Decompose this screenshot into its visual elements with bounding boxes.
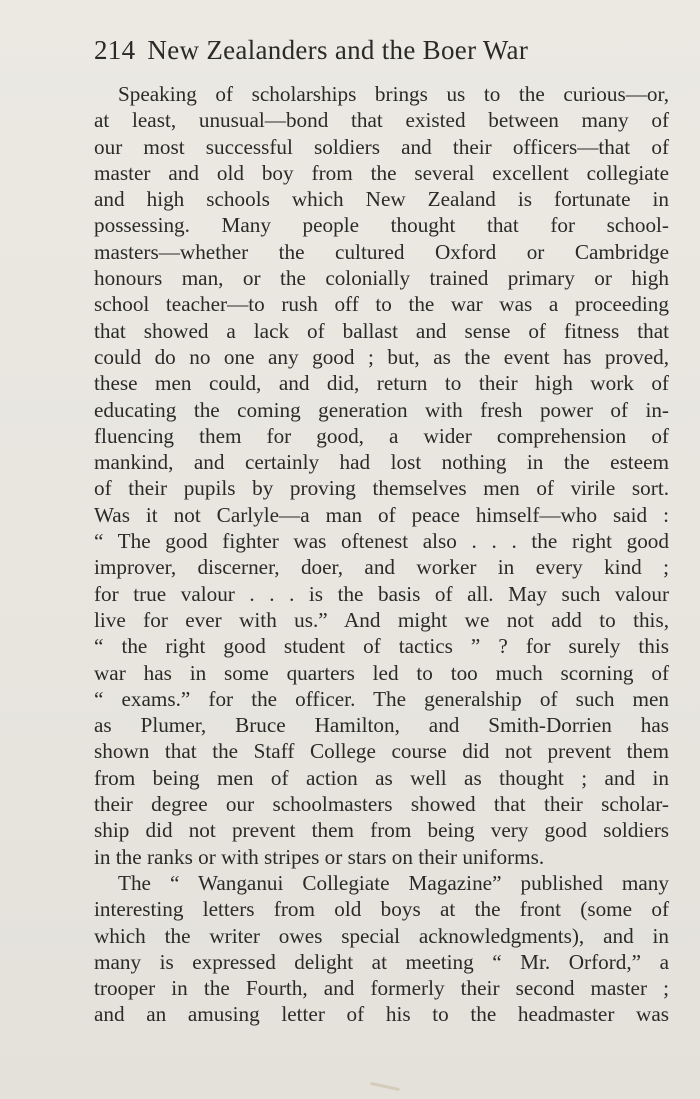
text-line: and an amusing letter of his to the headmaster was <box>94 1002 669 1027</box>
running-title: New Zealanders and the Boer War <box>147 35 529 65</box>
text-line: The “ Wanganui Collegiate Magazine” published many <box>118 870 669 895</box>
text-line: these men could, and did, return to their high work of <box>94 371 669 396</box>
text-line: our most successful soldiers and their officers—that of <box>94 134 669 159</box>
text-line: improver, discerner, doer, and worker in every kind ; <box>94 555 669 580</box>
text-line: shown that the Staff College course did not prevent them <box>94 739 669 764</box>
text-line: live for ever with us.” And might we not add to this, <box>94 607 669 632</box>
text-line: honours man, or the colonially trained primary or high <box>94 266 669 291</box>
text-line: for true valour . . . is the basis of all. May such valour <box>94 581 669 606</box>
text-line: of their pupils by proving themselves men of virile sort. <box>94 476 669 501</box>
text-line: war has in some quarters led to too much scorning of <box>94 660 669 685</box>
text-line: Was it not Carlyle—a man of peace himself—who said : <box>94 502 669 527</box>
text-line: masters—whether the cultured Oxford or Cambridge <box>94 239 669 264</box>
text-line: “ The good fighter was oftenest also . . . the right good <box>94 529 669 554</box>
text-line: which the writer owes special acknowledgments), and in <box>94 923 669 948</box>
text-line: trooper in the Fourth, and formerly their second master ; <box>94 976 669 1001</box>
text-line: “ the right good student of tactics ” ? for surely this <box>94 634 669 659</box>
text-line: in the ranks or with stripes or stars on their uniforms. <box>94 844 545 869</box>
text-line: many is expressed delight at meeting “ Mr. Orford,” a <box>94 949 669 974</box>
page-number: 214 <box>94 35 136 65</box>
text-line: school teacher—to rush off to the war was a proceeding <box>94 292 669 317</box>
text-line: could do no one any good ; but, as the event has proved, <box>94 344 669 369</box>
text-line: ship did not prevent them from being very good soldiers <box>94 818 669 843</box>
text-line: educating the coming generation with fresh power of in- <box>94 397 669 422</box>
text-line: master and old boy from the several excellent collegiate <box>94 160 669 185</box>
text-line: fluencing them for good, a wider comprehension of <box>94 423 669 448</box>
text-line: from being men of action as well as thought ; and in <box>94 765 669 790</box>
text-line: possessing. Many people thought that for school- <box>94 213 669 238</box>
text-line: interesting letters from old boys at the front (some of <box>94 897 669 922</box>
text-line: mankind, and certainly had lost nothing in the esteem <box>94 450 669 475</box>
text-line: and high schools which New Zealand is fortunate in <box>94 187 669 212</box>
text-line: “ exams.” for the officer. The generalship of such men <box>94 686 669 711</box>
body-text <box>94 81 669 1028</box>
running-header <box>94 30 646 70</box>
text-line: their degree our schoolmasters showed that their scholar- <box>94 792 669 817</box>
text-line: as Plumer, Bruce Hamilton, and Smith-Dorrien has <box>94 713 669 738</box>
text-line: that showed a lack of ballast and sense of fitness that <box>94 318 669 343</box>
text-line: at least, unusual—bond that existed between many of <box>94 108 669 133</box>
paper-smudge <box>370 1082 400 1091</box>
text-line: Speaking of scholarships brings us to the curious—or, <box>118 82 669 106</box>
